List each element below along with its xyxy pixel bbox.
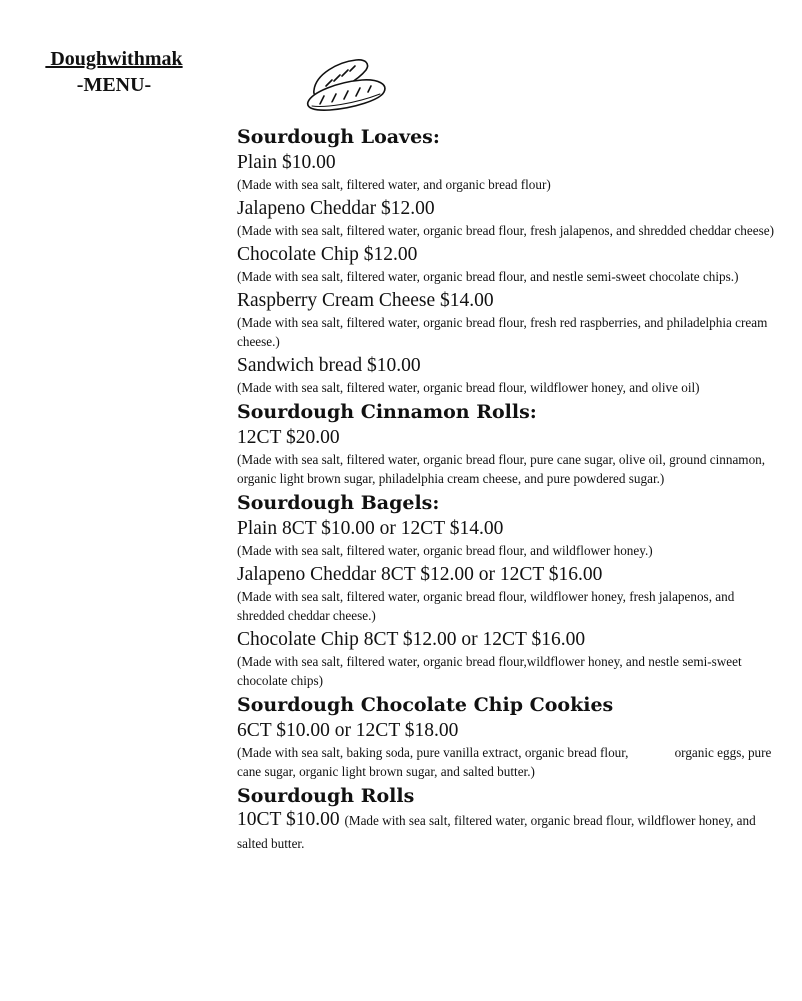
menu-item: Jalapeno Cheddar 8CT $12.00 or 12CT $16.00: [237, 564, 603, 585]
section-title-bagels: Sourdough Bagels:: [237, 492, 440, 514]
menu-item: Plain $10.00: [237, 152, 336, 173]
menu-item-description: (Made with sea salt, filtered water, organic bread flour, wildflower honey, and salted butter.: [237, 813, 756, 851]
menu-item-description: (Made with sea salt, filtered water, organic bread flour, pure cane sugar, olive oil, ground cinnamon, organic light brown sugar, philadelphia cream cheese, and pure powdered sugar.): [237, 452, 766, 486]
bread-loaves-icon: [304, 56, 390, 116]
menu-item-description: (Made with sea salt, filtered water, organic bread flour, and wildflower honey.): [237, 543, 653, 558]
section-title-loaves: Sourdough Loaves:: [237, 126, 440, 148]
menu-item-description: (Made with sea salt, filtered water, organic bread flour, fresh jalapenos, and shredded cheddar cheese): [237, 223, 774, 238]
menu-item: Sandwich bread $10.00: [237, 355, 421, 376]
menu-item: 12CT $20.00: [237, 427, 340, 448]
menu-item: Jalapeno Cheddar $12.00: [237, 198, 435, 219]
brand-header: [28, 46, 200, 98]
menu-item: Chocolate Chip $12.00: [237, 244, 418, 265]
menu-item-description: (Made with sea salt, filtered water, and organic bread flour): [237, 177, 551, 192]
menu-item-description: (Made with sea salt, filtered water, organic bread flour, wildflower honey, and olive oil): [237, 380, 700, 395]
section-title-rolls: Sourdough Rolls: [237, 785, 415, 807]
menu-label: -MENU-: [76, 74, 152, 96]
menu-item: Chocolate Chip 8CT $12.00 or 12CT $16.00: [237, 629, 586, 650]
menu-item-description: (Made with sea salt, filtered water, organic bread flour, fresh red raspberries, and philadelphia cream cheese.): [237, 315, 768, 349]
section-title-cookies: Sourdough Chocolate Chip Cookies: [237, 694, 614, 716]
menu-item-description: (Made with sea salt, filtered water, organic bread flour,wildflower honey, and nestle semi-sweet chocolate chips): [237, 654, 742, 688]
menu-item-with-description: [237, 809, 777, 855]
menu-list: [237, 124, 777, 855]
section-title-cinnamon-rolls: Sourdough Cinnamon Rolls:: [237, 401, 537, 423]
brand-name: Doughwithmak: [45, 48, 183, 70]
menu-item: Raspberry Cream Cheese $14.00: [237, 290, 494, 311]
menu-item-description: (Made with sea salt, filtered water, organic bread flour, wildflower honey, fresh jalapenos, and shredded cheddar cheese.): [237, 589, 735, 623]
menu-item-description: (Made with sea salt, baking soda, pure vanilla extract, organic bread flour, organic eggs, pure cane sugar, organic light brown sugar, and salted butter.): [237, 745, 775, 779]
menu-item: Plain 8CT $10.00 or 12CT $14.00: [237, 518, 504, 539]
menu-item: 10CT $10.00: [237, 809, 345, 830]
menu-item-description: (Made with sea salt, filtered water, organic bread flour, and nestle semi-sweet chocolate chips.): [237, 269, 739, 284]
menu-item: 6CT $10.00 or 12CT $18.00: [237, 720, 459, 741]
